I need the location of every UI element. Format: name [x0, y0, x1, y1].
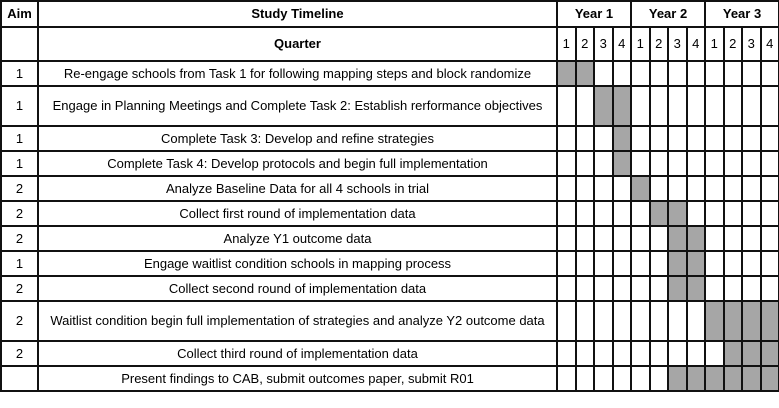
quarter-cell-active	[724, 366, 743, 391]
table-row	[1, 126, 779, 151]
quarter-cell-active	[668, 251, 687, 276]
task-cell: Engage in Planning Meetings and Complete Task 2: Establish rerformance objectives	[38, 86, 557, 126]
quarter-cell-empty	[557, 366, 576, 391]
quarter-cell-empty	[705, 276, 724, 301]
quarter-cell-active	[668, 366, 687, 391]
quarter-number: 2	[576, 27, 595, 61]
quarter-cell-active	[687, 366, 706, 391]
quarter-cell-empty	[761, 226, 779, 251]
quarter-cell-empty	[557, 276, 576, 301]
quarter-cell-active	[687, 226, 706, 251]
quarter-cell-empty	[594, 151, 613, 176]
quarter-cell-active	[705, 366, 724, 391]
quarter-cell-empty	[631, 201, 650, 226]
quarter-cell-empty	[724, 176, 743, 201]
table-row	[1, 301, 779, 341]
quarter-cell-empty	[557, 126, 576, 151]
table-row	[1, 366, 779, 391]
table-row	[1, 176, 779, 201]
quarter-cell-empty	[705, 341, 724, 366]
quarter-cell-empty	[650, 151, 669, 176]
quarter-cell-empty	[576, 226, 595, 251]
quarter-number: 2	[650, 27, 669, 61]
aim-cell: 2	[1, 301, 38, 341]
table-row	[1, 151, 779, 176]
year-3-header: Year 3	[705, 1, 779, 27]
quarter-cell-active	[594, 86, 613, 126]
quarter-number: 4	[613, 27, 632, 61]
task-cell: Engage waitlist condition schools in mapping process	[38, 251, 557, 276]
aim-cell: 2	[1, 276, 38, 301]
quarter-cell-empty	[650, 366, 669, 391]
task-cell: Collect second round of implementation data	[38, 276, 557, 301]
quarter-cell-empty	[557, 176, 576, 201]
year-2-header: Year 2	[631, 1, 705, 27]
quarter-number: 1	[557, 27, 576, 61]
quarter-cell-active	[705, 301, 724, 341]
quarter-cell-empty	[668, 151, 687, 176]
aim-cell: 2	[1, 341, 38, 366]
quarter-cell-empty	[576, 201, 595, 226]
quarter-cell-active	[687, 251, 706, 276]
quarter-cell-empty	[687, 86, 706, 126]
quarter-cell-active	[668, 226, 687, 251]
quarter-cell-empty	[557, 86, 576, 126]
quarter-cell-empty	[631, 151, 650, 176]
quarter-cell-empty	[613, 276, 632, 301]
quarter-cell-empty	[557, 201, 576, 226]
quarter-cell-empty	[742, 61, 761, 86]
quarter-cell-empty	[594, 341, 613, 366]
aim-cell	[1, 366, 38, 391]
aim-cell: 2	[1, 201, 38, 226]
quarter-cell-empty	[705, 86, 724, 126]
quarter-cell-empty	[724, 251, 743, 276]
quarter-cell-empty	[594, 61, 613, 86]
quarter-cell-empty	[687, 151, 706, 176]
quarter-cell-empty	[631, 86, 650, 126]
quarter-cell-empty	[705, 126, 724, 151]
quarter-number: 1	[631, 27, 650, 61]
quarter-cell-empty	[687, 176, 706, 201]
table-row	[1, 61, 779, 86]
quarter-cell-empty	[576, 341, 595, 366]
quarter-cell-empty	[594, 201, 613, 226]
quarter-cell-empty	[761, 251, 779, 276]
quarter-cell-active	[742, 301, 761, 341]
quarter-cell-empty	[576, 301, 595, 341]
quarter-cell-active	[761, 366, 779, 391]
quarter-number: 3	[668, 27, 687, 61]
quarter-cell-empty	[705, 226, 724, 251]
quarter-cell-empty	[594, 301, 613, 341]
quarter-cell-empty	[557, 301, 576, 341]
quarter-cell-empty	[576, 151, 595, 176]
quarter-cell-empty	[613, 301, 632, 341]
quarter-header: Quarter	[38, 27, 557, 61]
table-row	[1, 341, 779, 366]
quarter-cell-empty	[650, 126, 669, 151]
aim-cell: 1	[1, 151, 38, 176]
quarter-cell-empty	[742, 176, 761, 201]
quarter-cell-empty	[724, 276, 743, 301]
quarter-cell-empty	[724, 86, 743, 126]
quarter-cell-empty	[594, 366, 613, 391]
table-row	[1, 276, 779, 301]
quarter-cell-empty	[631, 61, 650, 86]
quarter-cell-empty	[613, 251, 632, 276]
aim-header-blank	[1, 27, 38, 61]
quarter-cell-empty	[613, 176, 632, 201]
quarter-cell-empty	[576, 251, 595, 276]
quarter-cell-empty	[742, 86, 761, 126]
quarter-cell-empty	[650, 301, 669, 341]
quarter-number: 4	[687, 27, 706, 61]
quarter-cell-empty	[631, 366, 650, 391]
aim-cell: 1	[1, 126, 38, 151]
quarter-cell-empty	[613, 366, 632, 391]
aim-cell: 2	[1, 226, 38, 251]
quarter-cell-empty	[631, 251, 650, 276]
quarter-cell-empty	[576, 176, 595, 201]
quarter-cell-active	[631, 176, 650, 201]
quarter-cell-empty	[650, 86, 669, 126]
quarter-cell-empty	[631, 226, 650, 251]
quarter-cell-empty	[761, 126, 779, 151]
quarter-cell-active	[650, 201, 669, 226]
quarter-cell-empty	[705, 176, 724, 201]
quarter-cell-active	[613, 151, 632, 176]
table-row	[1, 251, 779, 276]
quarter-cell-empty	[650, 61, 669, 86]
quarter-cell-empty	[613, 61, 632, 86]
quarter-cell-empty	[557, 226, 576, 251]
task-cell: Present findings to CAB, submit outcomes paper, submit R01	[38, 366, 557, 391]
task-cell: Re-engage schools from Task 1 for following mapping steps and block randomize	[38, 61, 557, 86]
quarter-cell-empty	[613, 341, 632, 366]
quarter-cell-empty	[576, 86, 595, 126]
quarter-cell-empty	[724, 126, 743, 151]
quarter-cell-empty	[594, 176, 613, 201]
quarter-cell-empty	[687, 341, 706, 366]
quarter-number: 3	[742, 27, 761, 61]
quarter-cell-active	[613, 86, 632, 126]
quarter-cell-active	[724, 341, 743, 366]
task-cell: Collect first round of implementation data	[38, 201, 557, 226]
table-row	[1, 86, 779, 126]
quarter-cell-active	[668, 276, 687, 301]
quarter-cell-empty	[761, 86, 779, 126]
quarter-cell-empty	[576, 126, 595, 151]
quarter-cell-empty	[613, 226, 632, 251]
quarter-cell-empty	[761, 176, 779, 201]
quarter-cell-empty	[650, 226, 669, 251]
quarter-cell-empty	[576, 366, 595, 391]
quarter-cell-empty	[761, 151, 779, 176]
quarter-cell-empty	[631, 301, 650, 341]
quarter-cell-empty	[705, 151, 724, 176]
quarter-cell-empty	[687, 301, 706, 341]
quarter-cell-empty	[594, 226, 613, 251]
task-cell: Waitlist condition begin full implementation of strategies and analyze Y2 outcome data	[38, 301, 557, 341]
quarter-cell-active	[742, 341, 761, 366]
quarter-cell-empty	[742, 151, 761, 176]
quarter-cell-empty	[724, 201, 743, 226]
quarter-cell-empty	[742, 276, 761, 301]
study-timeline-title: Study Timeline	[38, 1, 557, 27]
task-cell: Analyze Y1 outcome data	[38, 226, 557, 251]
quarter-cell-active	[576, 61, 595, 86]
quarter-cell-empty	[594, 276, 613, 301]
quarter-cell-empty	[557, 341, 576, 366]
table-row	[1, 226, 779, 251]
quarter-cell-empty	[761, 276, 779, 301]
table-row	[1, 201, 779, 226]
quarter-cell-active	[761, 341, 779, 366]
timeline-body	[1, 61, 779, 391]
year-1-header: Year 1	[557, 1, 631, 27]
quarter-cell-empty	[668, 301, 687, 341]
quarter-cell-empty	[594, 126, 613, 151]
task-cell: Collect third round of implementation data	[38, 341, 557, 366]
quarter-cell-empty	[724, 151, 743, 176]
quarter-cell-active	[761, 301, 779, 341]
quarter-cell-empty	[576, 276, 595, 301]
quarter-cell-empty	[705, 61, 724, 86]
quarter-number: 3	[594, 27, 613, 61]
quarter-cell-empty	[742, 226, 761, 251]
quarter-cell-empty	[650, 341, 669, 366]
quarter-cell-empty	[631, 341, 650, 366]
aim-header: Aim	[1, 1, 38, 27]
quarter-cell-empty	[761, 61, 779, 86]
quarter-number: 1	[705, 27, 724, 61]
quarter-cell-empty	[668, 61, 687, 86]
quarter-cell-empty	[705, 251, 724, 276]
quarter-cell-empty	[650, 251, 669, 276]
quarter-cell-empty	[742, 126, 761, 151]
quarter-cell-empty	[557, 251, 576, 276]
quarter-cell-empty	[668, 126, 687, 151]
quarter-cell-empty	[742, 251, 761, 276]
quarter-cell-empty	[631, 126, 650, 151]
aim-cell: 1	[1, 251, 38, 276]
aim-cell: 1	[1, 86, 38, 126]
quarter-cell-empty	[613, 201, 632, 226]
quarter-cell-empty	[668, 86, 687, 126]
quarter-cell-empty	[687, 201, 706, 226]
quarter-cell-empty	[668, 341, 687, 366]
quarter-number: 2	[724, 27, 743, 61]
quarter-cell-empty	[761, 201, 779, 226]
quarter-cell-empty	[687, 61, 706, 86]
quarter-cell-empty	[650, 176, 669, 201]
quarter-cell-active	[613, 126, 632, 151]
quarter-cell-active	[742, 366, 761, 391]
quarter-cell-active	[687, 276, 706, 301]
quarter-cell-active	[668, 201, 687, 226]
quarter-cell-empty	[742, 201, 761, 226]
quarter-cell-empty	[631, 276, 650, 301]
header-row-years	[1, 1, 779, 27]
quarter-cell-empty	[724, 226, 743, 251]
task-cell: Complete Task 4: Develop protocols and begin full implementation	[38, 151, 557, 176]
task-cell: Analyze Baseline Data for all 4 schools in trial	[38, 176, 557, 201]
aim-cell: 1	[1, 61, 38, 86]
quarter-cell-empty	[594, 251, 613, 276]
quarter-number: 4	[761, 27, 779, 61]
quarter-cell-empty	[705, 201, 724, 226]
header-row-quarters	[1, 27, 779, 61]
quarter-cell-active	[724, 301, 743, 341]
quarter-cell-empty	[724, 61, 743, 86]
aim-cell: 2	[1, 176, 38, 201]
quarter-cell-empty	[650, 276, 669, 301]
task-cell: Complete Task 3: Develop and refine strategies	[38, 126, 557, 151]
quarter-cell-empty	[687, 126, 706, 151]
quarter-cell-active	[557, 61, 576, 86]
quarter-cell-empty	[668, 176, 687, 201]
quarter-cell-empty	[557, 151, 576, 176]
